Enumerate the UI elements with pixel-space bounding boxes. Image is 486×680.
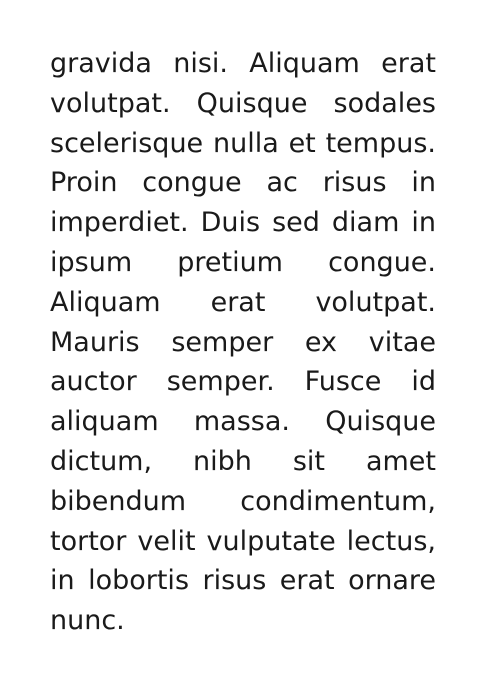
text-column xyxy=(50,44,436,641)
body-paragraph: gravida nisi. Aliquam erat volutpat. Quisque sodales scelerisque nulla et tempus. Proin congue ac risus in imperdiet. Duis sed diam in ipsum pretium congue. Aliquam erat volutpat. Mauris semper ex vitae auctor semper. Fusce id aliquam massa. Quisque dictum, nibh sit amet bibendum condimentum, tortor velit vulputate lectus, in lobortis risus erat ornare nunc. xyxy=(50,48,436,637)
